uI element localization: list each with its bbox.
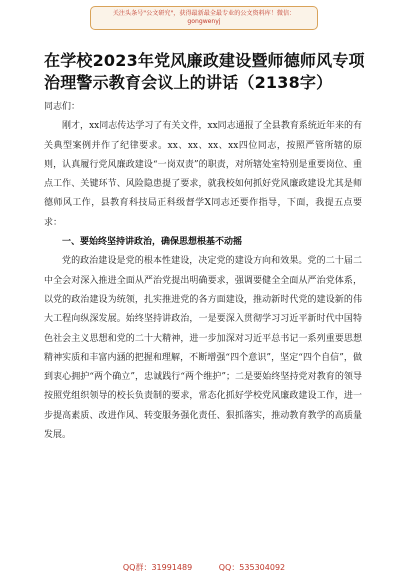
body-paragraph: 刚才，xx同志传达学习了有关文件，xx同志通报了全县教育系统近年来的有关典型案例并作了纪律要求。xx、xx、xx、xx四位同志，按照严管所辖的原则，认真履行党风廉政建设“一岗双责”的职责，对所辖处室特别是重要岗位、重点工作、关键环节、风险隐患提了要求，就我校如何抓好党风廉政建设尤其是师德师风工作，县教育科技局正科级督学X同志还要作指导，下面，我提五点要求： (44, 121, 362, 228)
promo-banner (90, 6, 318, 30)
promo-banner-text: 关注头条号"公文研究"，获得最新最全最专业的公文资料库！微信：gongwenyj (112, 10, 296, 25)
section-heading: 一、要始终坚持讲政治，确保思想根基不动摇 (62, 237, 243, 248)
document-title: 在学校2023年党风廉政建设暨师德师风专项治理警示教育会议上的讲话（2138字） (44, 51, 365, 92)
footer-qq: QQ：535304092 (218, 563, 286, 572)
footer-contact (0, 562, 408, 573)
body-paragraph: 党的政治建设是党的根本性建设，决定党的建设方向和效果。党的二十届二中全会对深入推进全面从严治党提出明确要求，强调要健全全面从严治党体系，以党的政治建设为统领，扎实推进党的各方面建设，推动新时代党的建设新的伟大工程向纵深发展。始终坚持讲政治，一是要深入贯彻学习习近平新时代中国特色社会主义思想和党的二十大精神，进一步加深对习近平总书记一系列重要思想精神实质和丰富内涵的把握和理解，不断增强“四个意识”，坚定“四个自信”，做到衷心拥护“两个确立”，忠诚践行“两个维护”；二是要始终坚持党对教育的领导按照党组织领导的校长负责制的要求，常态化抓好学校党风廉政建设工作，进一步提高素质、改进作风、转变服务强化责任、狠抓落实，推动教育教学的高质量发展。 (44, 256, 362, 441)
salutation: 同志们： (44, 102, 81, 112)
document-body (44, 98, 362, 445)
footer-qq-group: QQ群：31991489 (122, 563, 193, 572)
